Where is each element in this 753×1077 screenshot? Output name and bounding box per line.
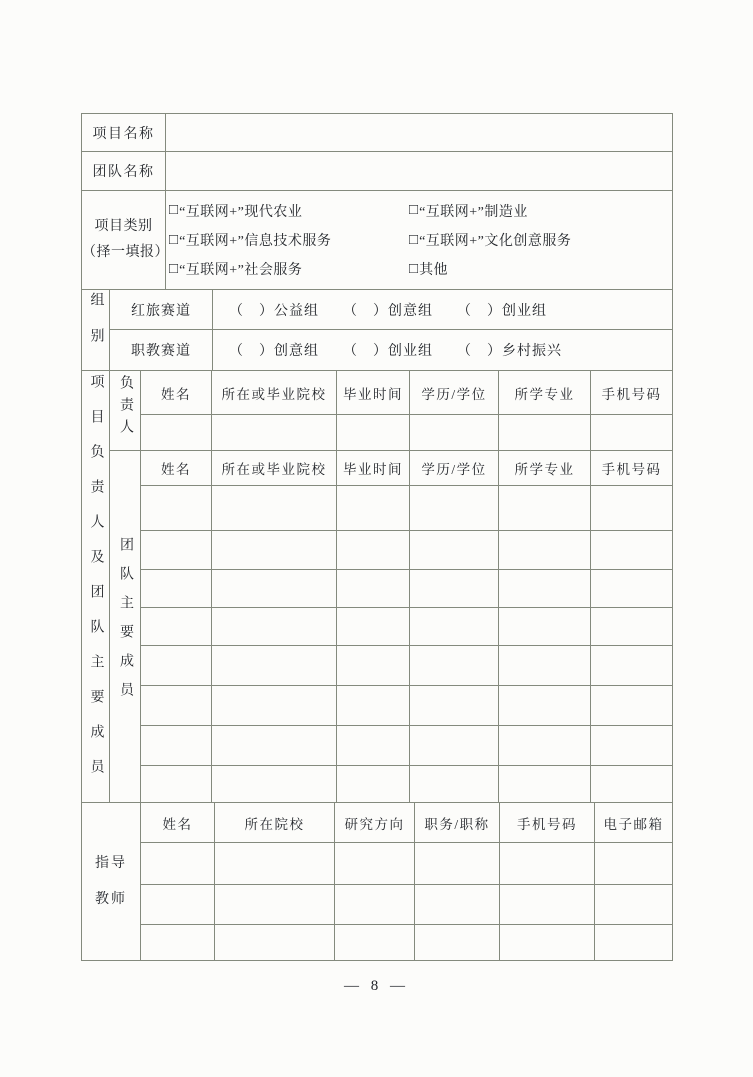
empty-cell xyxy=(499,415,591,451)
track-option: （ ）创意组 xyxy=(229,344,319,359)
category-option xyxy=(409,259,672,279)
empty-cell xyxy=(499,766,591,803)
empty-cell xyxy=(212,608,337,646)
track-option: （ ）创意组 xyxy=(343,303,433,319)
team-empty-row xyxy=(82,608,673,646)
page-number: — 8 — xyxy=(344,978,409,994)
column-header: 电子邮箱 xyxy=(595,803,673,843)
column-header: 研究方向 xyxy=(335,803,415,843)
advisors-label xyxy=(82,803,141,961)
empty-cell xyxy=(141,608,212,646)
empty-cell xyxy=(337,686,410,726)
project-info-table xyxy=(81,113,673,290)
empty-cell xyxy=(141,726,212,766)
empty-cell xyxy=(499,686,591,726)
track-name: 职教赛道 xyxy=(110,330,213,371)
project-name-label: 项目名称 xyxy=(82,114,166,152)
empty-cell xyxy=(337,646,410,686)
advisor-empty-row xyxy=(82,925,673,961)
team-name-label: 团队名称 xyxy=(82,152,166,191)
empty-cell xyxy=(335,925,415,961)
empty-cell xyxy=(415,925,500,961)
team-empty-row xyxy=(82,726,673,766)
track-options-cell xyxy=(213,290,673,330)
empty-cell xyxy=(212,415,337,451)
empty-cell xyxy=(410,726,499,766)
column-header: 所在或毕业院校 xyxy=(212,371,337,415)
checkbox-icon: □ xyxy=(169,260,179,277)
empty-cell xyxy=(337,608,410,646)
team-empty-row xyxy=(82,646,673,686)
empty-cell xyxy=(415,885,500,925)
leader-label: 负责人 xyxy=(110,371,141,451)
advisors-table xyxy=(81,802,673,961)
empty-cell xyxy=(337,726,410,766)
column-header: 姓名 xyxy=(141,803,215,843)
empty-cell xyxy=(215,843,335,885)
track-option: （ ）公益组 xyxy=(229,303,319,319)
empty-cell xyxy=(499,531,591,570)
empty-cell xyxy=(335,885,415,925)
project-name-value-cell xyxy=(166,114,673,152)
checkbox-icon: □ xyxy=(169,202,179,219)
empty-cell xyxy=(212,726,337,766)
application-form xyxy=(81,113,672,961)
checkbox-icon: □ xyxy=(169,231,179,248)
category-option-label: 其他 xyxy=(419,263,449,279)
advisors-label-line2: 教师 xyxy=(95,891,127,907)
advisor-empty-row xyxy=(82,843,673,885)
empty-cell xyxy=(415,843,500,885)
empty-cell xyxy=(591,726,673,766)
empty-cell xyxy=(410,646,499,686)
empty-cell xyxy=(500,843,595,885)
empty-cell xyxy=(591,415,673,451)
empty-cell xyxy=(337,415,410,451)
empty-cell xyxy=(499,608,591,646)
empty-cell xyxy=(141,843,215,885)
members-table xyxy=(81,370,673,803)
category-option xyxy=(409,201,672,221)
team-name-value-cell xyxy=(166,152,673,191)
team-empty-row xyxy=(82,486,673,531)
empty-cell xyxy=(499,726,591,766)
track-name: 红旅赛道 xyxy=(110,290,213,330)
category-label-line1: 项目类别 xyxy=(94,219,153,234)
column-header: 学历/学位 xyxy=(410,371,499,415)
empty-cell xyxy=(337,486,410,531)
team-empty-row xyxy=(82,686,673,726)
empty-cell xyxy=(591,486,673,531)
empty-cell xyxy=(141,486,212,531)
empty-cell xyxy=(410,766,499,803)
track-options-cell xyxy=(213,330,673,371)
column-header: 所学专业 xyxy=(499,371,591,415)
column-header: 手机号码 xyxy=(591,371,673,415)
empty-cell xyxy=(335,843,415,885)
category-option xyxy=(169,230,409,250)
empty-cell xyxy=(595,843,673,885)
empty-cell xyxy=(595,925,673,961)
category-options-cell xyxy=(166,191,673,290)
category-option xyxy=(409,230,672,250)
category-option xyxy=(169,201,409,221)
empty-cell xyxy=(212,686,337,726)
advisor-empty-row xyxy=(82,885,673,925)
empty-cell xyxy=(410,608,499,646)
empty-cell xyxy=(212,646,337,686)
track-option: （ ）创业组 xyxy=(343,344,433,359)
category-option-label: “互联网+”社会服务 xyxy=(179,263,303,279)
empty-cell xyxy=(500,885,595,925)
leader-empty-row xyxy=(82,415,673,451)
empty-cell xyxy=(141,766,212,803)
team-empty-row xyxy=(82,570,673,608)
column-header: 手机号码 xyxy=(500,803,595,843)
empty-cell xyxy=(141,686,212,726)
empty-cell xyxy=(591,570,673,608)
column-header: 所在或毕业院校 xyxy=(212,451,337,486)
track-option: （ ）创业组 xyxy=(457,303,547,319)
checkbox-icon: □ xyxy=(409,260,419,277)
category-option-label: “互联网+”现代农业 xyxy=(179,204,303,220)
empty-cell xyxy=(141,570,212,608)
empty-cell xyxy=(337,766,410,803)
column-header: 姓名 xyxy=(141,451,212,486)
empty-cell xyxy=(499,486,591,531)
empty-cell xyxy=(591,646,673,686)
team-empty-row xyxy=(82,766,673,803)
empty-cell xyxy=(591,608,673,646)
group-label: 组别 xyxy=(82,290,110,371)
category-option-label: “互联网+”信息技术服务 xyxy=(179,234,332,249)
empty-cell xyxy=(591,766,673,803)
empty-cell xyxy=(141,646,212,686)
empty-cell xyxy=(141,531,212,570)
empty-cell xyxy=(215,885,335,925)
empty-cell xyxy=(410,415,499,451)
empty-cell xyxy=(410,486,499,531)
category-label-line2: （择一填报） xyxy=(82,245,169,260)
category-label xyxy=(82,191,169,290)
column-header: 职务/职称 xyxy=(415,803,500,843)
empty-cell xyxy=(212,531,337,570)
group-table xyxy=(81,289,673,371)
checkbox-icon: □ xyxy=(409,202,419,219)
empty-cell xyxy=(500,925,595,961)
track-option: （ ）乡村振兴 xyxy=(457,344,562,359)
members-section-label: 项目负责人及团队主要成员 xyxy=(82,371,110,803)
team-empty-row xyxy=(82,531,673,570)
empty-cell xyxy=(595,885,673,925)
empty-cell xyxy=(410,686,499,726)
category-option-label: “互联网+”文化创意服务 xyxy=(419,234,572,249)
advisors-label-line1: 指导 xyxy=(95,855,127,871)
column-header: 姓名 xyxy=(141,371,212,415)
column-header: 手机号码 xyxy=(591,451,673,486)
category-option xyxy=(169,259,409,279)
empty-cell xyxy=(212,570,337,608)
column-header: 毕业时间 xyxy=(337,371,410,415)
empty-cell xyxy=(591,686,673,726)
empty-cell xyxy=(215,925,335,961)
team-label: 团队主要成员 xyxy=(110,451,141,803)
checkbox-icon: □ xyxy=(409,231,419,248)
category-option-label: “互联网+”制造业 xyxy=(419,204,528,220)
empty-cell xyxy=(410,570,499,608)
empty-cell xyxy=(141,415,212,451)
column-header: 学历/学位 xyxy=(410,451,499,486)
empty-cell xyxy=(337,570,410,608)
empty-cell xyxy=(337,531,410,570)
empty-cell xyxy=(591,531,673,570)
empty-cell xyxy=(410,531,499,570)
empty-cell xyxy=(141,885,215,925)
empty-cell xyxy=(212,766,337,803)
empty-cell xyxy=(141,925,215,961)
column-header: 所在院校 xyxy=(215,803,335,843)
empty-cell xyxy=(212,486,337,531)
column-header: 毕业时间 xyxy=(337,451,410,486)
empty-cell xyxy=(499,646,591,686)
empty-cell xyxy=(499,570,591,608)
column-header: 所学专业 xyxy=(499,451,591,486)
